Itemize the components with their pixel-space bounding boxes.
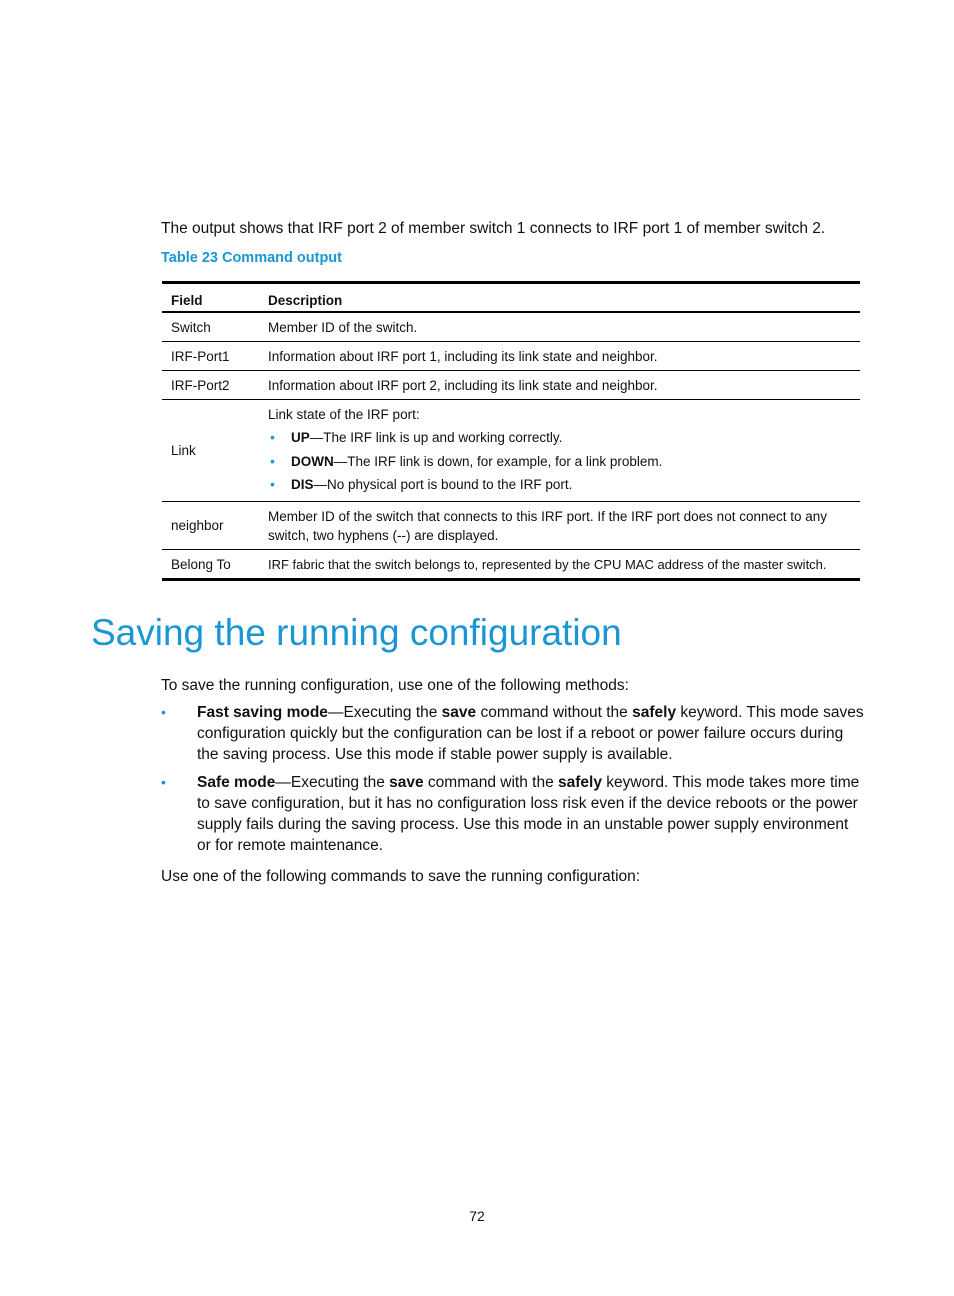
cell-description: IRF fabric that the switch belongs to, represented by the CPU MAC address of the master switch. [259,549,860,579]
table-row [162,312,860,342]
table-row [162,371,860,400]
method-term: Safe mode [197,774,276,791]
text-run: keyword. This mode takes more time to save configuration, but it has no configuration loss risk even if the device reboots or the power supply fails during the saving process. Use this mode in an unstable power supply environment or for remote maintenance. [197,774,860,854]
method-text [197,772,866,856]
page-number: 72 [469,1208,485,1224]
table-row [162,400,860,502]
commands-intro: Use one of the following commands to save the running configuration: [161,868,641,885]
list-item-fast-saving-mode [161,702,866,765]
intro-paragraph: The output shows that IRF port 2 of member switch 1 connects to IRF port 1 of member switch 2. [161,220,826,237]
list-item [268,450,851,474]
command-keyword: save [441,704,477,721]
command-keyword: safely [558,774,602,791]
cell-description: Information about IRF port 1, including its link state and neighbor. [259,342,860,371]
cell-field: neighbor [162,501,259,549]
bullet-icon: • [270,476,275,492]
bullet-icon: • [270,429,275,445]
text-run: command without the [476,704,633,721]
bullet-icon: • [270,452,275,469]
cell-description: Member ID of the switch. [259,312,860,342]
command-keyword: save [389,774,424,791]
header-description: Description [259,283,860,313]
state-term: UP [291,430,310,445]
method-text [197,702,866,765]
link-description-text: Link state of the IRF port: [268,407,420,422]
section-heading: Saving the running configuration [91,612,622,653]
cell-field: Belong To [162,549,259,579]
table-row [162,501,860,549]
cell-field: Link [162,400,259,502]
link-state-list [268,426,851,497]
state-text: —The IRF link is down, for example, for a link problem. [333,453,663,469]
cell-field: Switch [162,312,259,342]
methods-intro: To save the running configuration, use one of the following methods: [161,677,629,694]
header-field: Field [162,283,259,313]
bullet-icon: • [161,774,166,790]
text-run: —Executing the [275,774,390,791]
table-header-row [162,283,860,313]
cell-description: Information about IRF port 2, including its link state and neighbor. [259,371,860,400]
command-keyword: safely [632,704,677,721]
command-output-table [162,281,860,581]
table-row [162,549,860,579]
bullet-icon: • [161,704,166,720]
text-run: keyword. This mode saves configuration quickly but the configuration can be lost if a reboot or power failure occurs during the saving process. Use this mode if stable power supply is available. [197,704,864,763]
text-run: command with the [423,774,559,791]
list-item [268,426,851,450]
method-term: Fast saving mode [197,704,328,721]
cell-description: Member ID of the switch that connects to this IRF port. If the IRF port does not connect to any switch, two hyphens (--) are displayed. [259,501,860,549]
table-caption: Table 23 Command output [161,250,342,266]
state-text: —No physical port is bound to the IRF port. [313,477,573,492]
list-item [268,473,851,497]
table-row [162,342,860,371]
cell-description [259,400,860,502]
cell-field: IRF-Port1 [162,342,259,371]
list-item-safe-mode [161,772,866,856]
cell-field: IRF-Port2 [162,371,259,400]
state-term: DIS [291,477,314,492]
text-run: —Executing the [327,704,442,721]
state-term: DOWN [291,453,334,469]
state-text: —The IRF link is up and working correctly. [309,430,563,445]
